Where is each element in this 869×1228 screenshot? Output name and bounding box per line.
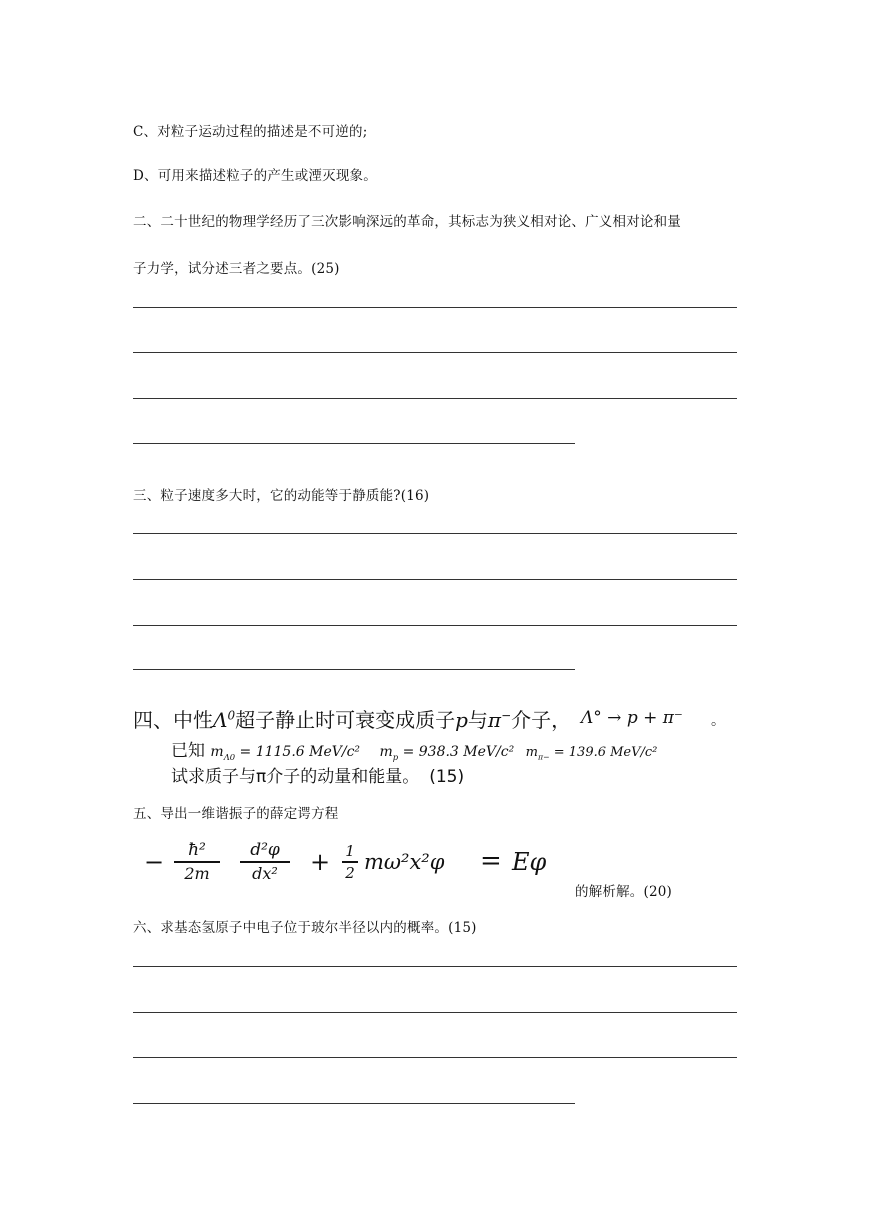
pion-symbol: π — [487, 708, 502, 732]
question-2-line-1: 二、二十世纪的物理学经历了三次影响深远的革命，其标志为狭义相对论、广义相对论和量 — [133, 214, 681, 230]
answer-line — [133, 398, 737, 399]
mass-pion-value: = 139.6 MeV/c² — [553, 745, 658, 760]
eq-d2phi: d²φ — [250, 840, 280, 860]
question-4-text: 与 — [467, 708, 488, 732]
mass-pion-subscript: π− — [537, 752, 550, 762]
eq-two-m: 2m — [184, 864, 210, 883]
answer-line — [133, 1057, 737, 1058]
mass-lambda-symbol: m — [210, 744, 224, 760]
question-3: 三、粒子速度多大时，它的动能等于静质能?(16) — [133, 488, 430, 504]
option-c: C、对粒子运动过程的描述是不可逆的; — [133, 124, 368, 140]
eq-rhs: Eφ — [512, 848, 547, 876]
question-5: 五、导出一维谐振子的薛定谔方程 — [133, 806, 339, 822]
decay-dot: 。 — [711, 713, 725, 729]
eq-dx2: dx² — [252, 864, 278, 883]
question-6: 六、求基态氢原子中电子位于玻尔半径以内的概率。(15) — [133, 920, 477, 936]
mass-proton-symbol: m — [379, 744, 393, 760]
answer-line — [133, 1103, 575, 1104]
proton-symbol: p — [455, 708, 468, 732]
question-4-text: 超子静止时可衰变成质子 — [235, 708, 456, 732]
eq-minus: − — [144, 848, 165, 876]
answer-line — [133, 307, 737, 308]
schrodinger-equation — [138, 836, 563, 892]
mass-lambda-value: = 1115.6 MeV/c² — [239, 744, 361, 760]
answer-line — [133, 579, 737, 580]
lambda-symbol: Λ — [213, 708, 228, 732]
question-4-ask: 试求质子与π介子的动量和能量。 — [171, 767, 420, 787]
eq-term: mω²x²φ — [364, 850, 445, 874]
answer-line — [133, 533, 737, 534]
question-4-number: 四、 — [133, 708, 173, 732]
known-label: 已知 — [171, 741, 205, 761]
answer-line — [133, 443, 575, 444]
eq-equals: = — [480, 846, 502, 876]
lambda-superscript: 0 — [227, 708, 236, 723]
answer-line — [133, 966, 737, 967]
mass-proton-subscript: p — [392, 751, 399, 762]
mass-proton-value: = 938.3 MeV/c² — [402, 744, 515, 760]
answer-line — [133, 1012, 737, 1013]
question-5-tail: 的解析解。(20) — [575, 884, 673, 900]
decay-reaction: Λ° → p + π⁻ — [581, 708, 683, 728]
eq-hbar: ħ² — [188, 840, 206, 860]
eq-plus: + — [310, 848, 331, 876]
eq-two: 2 — [345, 864, 355, 882]
mass-pion-symbol: m — [525, 745, 538, 760]
question-4-scan — [133, 700, 733, 792]
question-4-text: 中性 — [173, 708, 213, 732]
answer-line — [133, 352, 737, 353]
answer-line — [133, 669, 575, 670]
eq-one: 1 — [345, 842, 355, 860]
question-4-text: 介子， — [511, 708, 572, 732]
mass-lambda-subscript: Λ0 — [223, 751, 236, 762]
question-4-score: (15) — [429, 767, 465, 787]
answer-line — [133, 625, 737, 626]
pion-superscript: − — [501, 708, 512, 723]
question-2-line-2: 子力学，试分述三者之要点。(25) — [133, 261, 340, 277]
option-d: D、可用来描述粒子的产生或湮灭现象。 — [133, 168, 377, 184]
